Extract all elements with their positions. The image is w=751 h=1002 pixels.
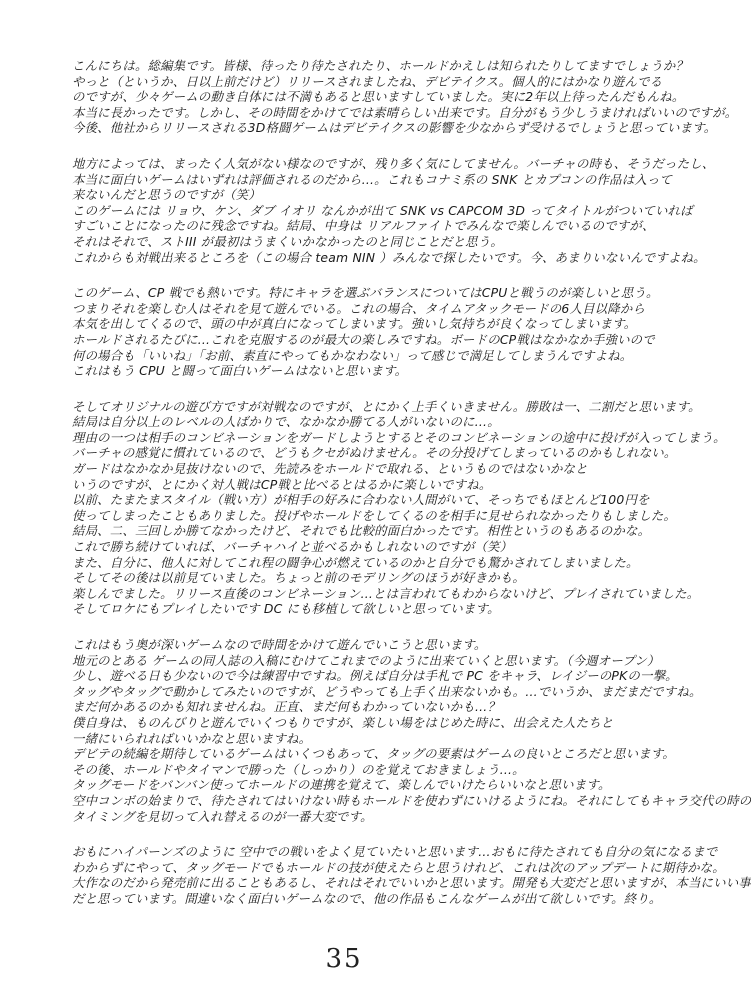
text-line: また、自分に、他人に対してこれ程の闘争心が燃えているのかと自分でも驚かされてしまいました。: [72, 554, 639, 570]
text-line: すごいことになったのに残念ですね。結局、中身は リアルファイトでみんなで楽しんでいるのですが、: [72, 218, 655, 234]
text-line: 地方によっては、まったく人気がない様なのですが、残り多く気にしてません。バーチャの時も、そうだったし、: [72, 155, 715, 171]
text-line: のですが、少々ゲームの動き自体には不満もあると思いますしていました。実に2年以上待ったんだもんね。: [72, 89, 685, 105]
text-line: やっと（というか、日以上前だけど）リリースされましたね、デビテイクス。個人的にはかなり遊んでる: [72, 73, 663, 89]
paragraph: [72, 844, 751, 906]
text-line: 結局、二、三回しか勝てなかったけど、それでも比較的面白かったです。相性というのもあるのかな。: [72, 523, 651, 539]
text-line: 楽しんでました。リリース直後のコンビネーション…とは言われてもわからないけど、プレイされていました。: [72, 585, 700, 601]
text-line: 大作なのだから発売前に出ることもあるし、それはそれでいいかと思います。開発も大変だと思いますが、本当にいい事: [72, 875, 751, 891]
text-line: 少し、遊べる日も少ないので今は練習中ですね。例えば自分は手札で PC をキャラ、レイジーのPKの一撃。: [72, 668, 678, 684]
text-line: このゲームには リョウ、ケン、ダブ イオリ なんかが出て SNK vs CAPCOM 3D ってタイトルがついていれば: [72, 202, 693, 218]
text-line: つまりそれを楽しむ人はそれを見て遊んでいる。これの場合、タイムアタックモードの6人目以降から: [72, 300, 646, 316]
paragraph: [72, 155, 715, 265]
text-line: 来ないんだと思うのですが（笑）: [72, 187, 261, 203]
text-line: 本気を出してくるので、頭の中が真白になってしまいます。強いし気持ちが良くなってしまいます。: [72, 316, 637, 332]
text-line: これはもう CPU と闘って面白いゲームはないと思います。: [72, 363, 408, 379]
text-line: デビテの続編を期待しているゲームはいくつもあって、タッグの要素はゲームの良いところだと思います。: [72, 746, 675, 762]
text-line: 本当に長かったです。しかし、その時間をかけてでは素晴らしい出来です。自分がもう少しうまければいいのですが。: [72, 104, 738, 120]
text-line: 一緒にいられればいいかなと思いますね。: [72, 730, 312, 746]
text-line: それはそれで、ストIII が最初はうまくいかなかったのと同じことだと思う。: [72, 233, 503, 249]
text-line: このゲーム、CP 戦でも熱いです。特にキャラを選ぶバランスについてはCPUと戦うのが楽しいと思う。: [72, 285, 659, 301]
text-line: おもにハイパーンズのように 空中での戦いをよく見ていたいと思います…おもに待たされても自分の気になるまで: [72, 844, 718, 860]
body-text: [72, 58, 751, 907]
text-line: そしてロケにもプレイしたいです DC にも移植して欲しいと思っています。: [72, 601, 500, 617]
text-line: 本当に面白いゲームはいずれは評価されるのだから…。これもコナミ系の SNK とカプコンの作品は入って: [72, 171, 673, 187]
page-number: 35: [325, 944, 363, 974]
text-line: だと思っています。間違いなく面白いゲームなので、他の作品もこんなゲームが出て欲しいです。終り。: [72, 890, 662, 906]
text-line: 地元のとある ゲームの同人誌の入稿にむけてこれまでのように出来ていくと思います。（今週オープン）: [72, 652, 660, 668]
text-line: その後、ホールドやタイマンで勝った（しっかり）のを覚えておきましょう…。: [72, 761, 525, 777]
paragraph: [72, 58, 738, 136]
text-line: 今後、他社からリリースされる3D格闘ゲームはデビテイクスの影響を少なからず受けるでしょうと思っています。: [72, 120, 717, 136]
text-line: 理由の一つは相手のコンビネーションをガードしようとするとそのコンビネーションの途中に投げが入ってしまう。: [72, 429, 726, 445]
text-line: 以前、たまたまスタイル（戦い方）が相手の好みに合わない人間がいて、そっちでもほとんど100円を: [72, 492, 650, 508]
text-line: バーチャの感覚に慣れているので、どうもクセがぬけません。その分投げてしまっているのかもしれない。: [72, 445, 677, 461]
text-line: まだ何かあるのかも知れませんね。正直、まだ何もわかっていないかも…？: [72, 699, 501, 715]
text-line: 使ってしまったこともありました。投げやホールドをしてくるのを相手に見せられなかったりもしました。: [72, 507, 677, 523]
text-line: ホールドされるたびに…これを克服するのが最大の楽しみですね。ボードのCP戦はなかなか手強いので: [72, 331, 655, 347]
text-line: タッグやタッグで動かしてみたいのですが、どうやっても上手く出来ないかも。…でいうか、まだまだですね。: [72, 683, 702, 699]
text-line: 何の場合も「いいね」「お前、素直にやってもかなわない」って感じで満足してしまうんですよね。: [72, 347, 633, 363]
text-line: こんにちは。総編集です。皆様、待ったり待たされたり、ホールドかえしは知られたりしてますでしょうか？: [72, 58, 689, 73]
text-line: そしてその後は以前見ていました。ちょっと前のモデリングのほうが好きかも。: [72, 570, 526, 586]
text-line: これからも対戦出来るところを（この場合 team NIN ）みんなで探したいです。今、あまりいないんですよね。: [72, 249, 706, 265]
text-line: そしてオリジナルの遊び方ですが対戦なのですが、とにかく上手くいきません。勝敗は一、二割だと思います。: [72, 398, 701, 414]
text-line: 結局は自分以上のレベルの人ばかりで、なかなか勝てる人がいないのに…。: [72, 414, 500, 430]
text-line: ガードはなかなか見抜けないので、先読みをホールドで取れる、というものではないかなと: [72, 461, 588, 477]
text-line: タッグモードをバンバン使ってホールドの連携を覚えて、楽しんでいけたらいいなと思います。: [72, 777, 611, 793]
text-line: これで勝ち続けていれば、バーチャハイと並べるかもしれないのですが（笑）: [72, 539, 513, 555]
text-line: タイミングを見切って入れ替えるのが一番大変です。: [72, 808, 373, 824]
text-line: いうのですが、とにかく対人戦はCP戦と比べるとはるかに楽しいですね。: [72, 476, 492, 492]
text-line: 空中コンボの始まりで、待たされてはいけない時もホールドを使わずにいけるようにね。それにしてもキャラ交代の時の: [72, 792, 751, 808]
text-line: これはもう奥が深いゲームなので時間をかけて遊んでいこうと思います。: [72, 637, 487, 652]
text-line: わからずにやって、タッグモードでもホールドの技が使えたらと思うけれど、これは次のアップデートに期待かな。: [72, 859, 725, 875]
paragraph: [72, 398, 726, 617]
text-line: 僕自身は、ものんびりと遊んでいくつもりですが、楽しい場をはじめた時に、出会えた人たちと: [72, 714, 614, 730]
paragraph: [72, 637, 751, 824]
paragraph: [72, 285, 659, 379]
